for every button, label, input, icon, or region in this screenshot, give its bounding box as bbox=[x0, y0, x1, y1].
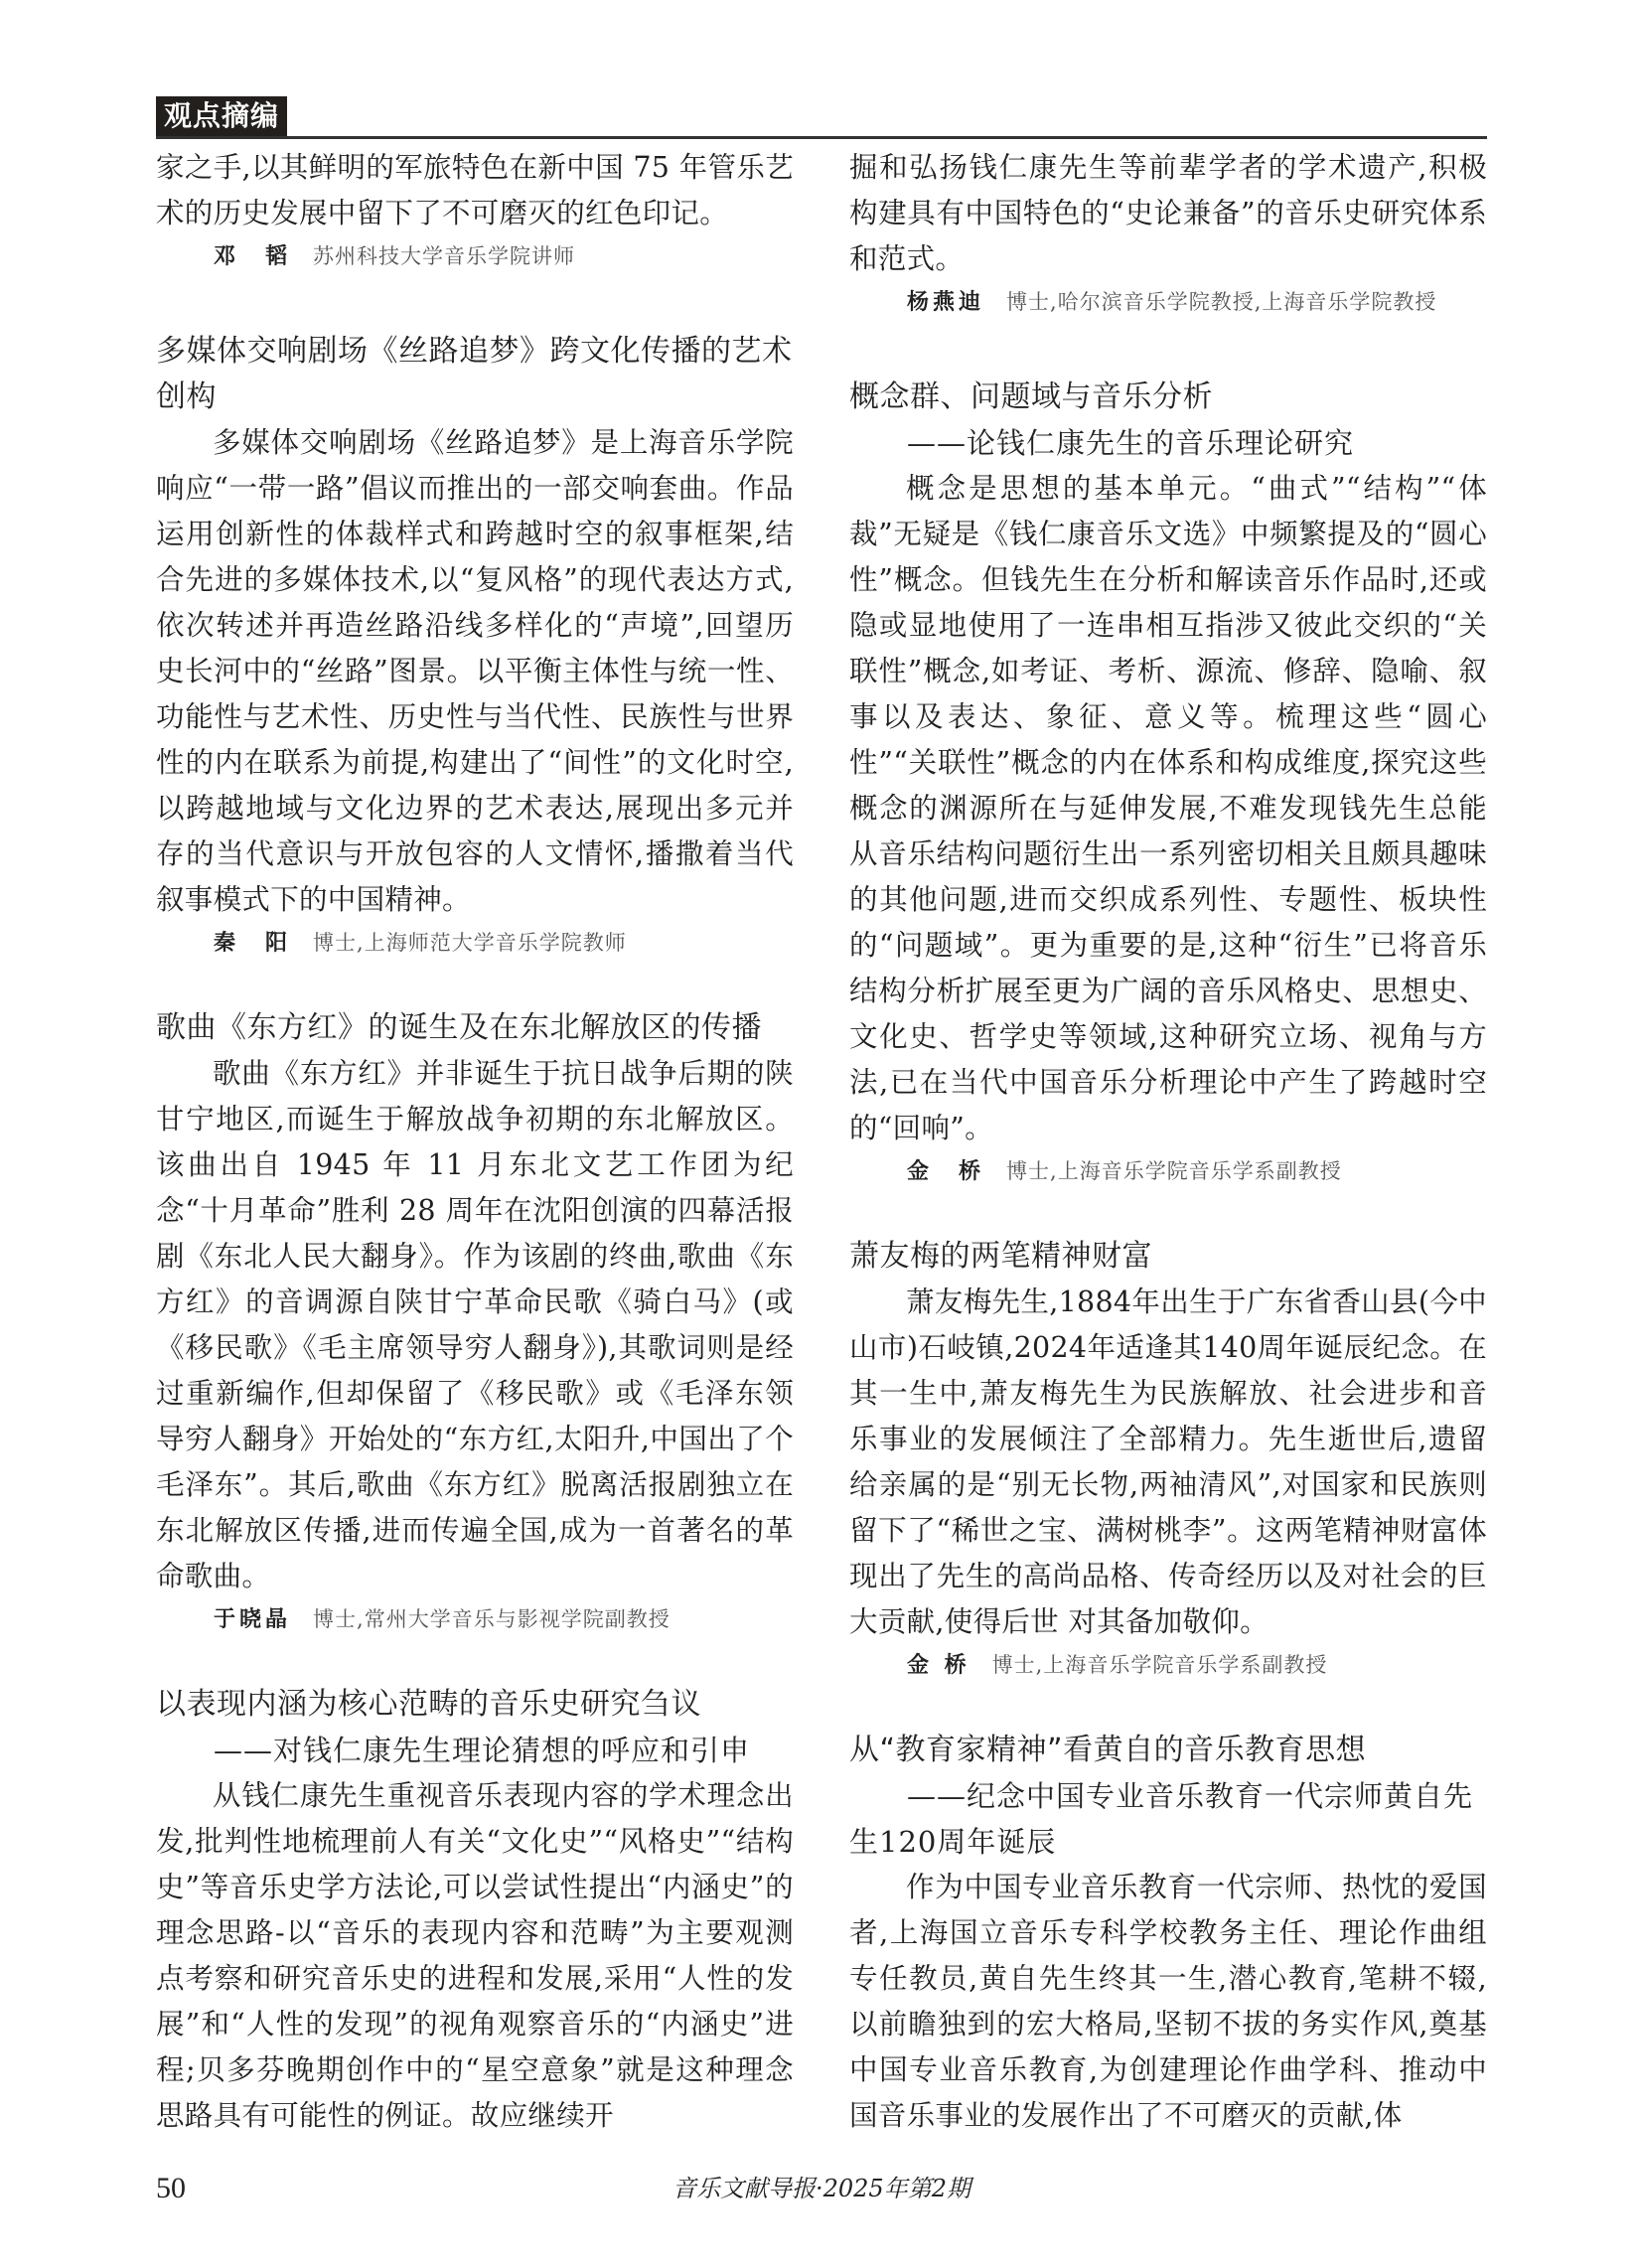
article-abstract: 多媒体交响剧场《丝路追梦》是上海音乐学院响应“一带一路”倡议而推出的一部交响套曲。作品运用创新性的体裁样式和跨越时空的叙事框架,结合先进的多媒体技术,以“复风格”的现代表达方式,依次转述并再造丝路沿线多样化的“声境”,回望历史长河中的“丝路”图景。以平衡主体性与统一性、功能性与艺术性、历史性与当代性、民族性与世界性的内在联系为前提,构建出了“间性”的文化时空,以跨越地域与文化边界的艺术表达,展现出多元并存的当代意识与开放包容的人文情怀,播撒着当代叙事模式下的中国精神。 bbox=[156, 426, 794, 916]
author-affiliation: 博士,上海音乐学院音乐学系副教授 bbox=[991, 1653, 1328, 1677]
author-affiliation: 博士,常州大学音乐与影视学院副教授 bbox=[313, 1607, 671, 1631]
page-number: 50 bbox=[156, 2172, 186, 2204]
author-affiliation: 博士,哈尔滨音乐学院教授,上海音乐学院教授 bbox=[1006, 290, 1437, 314]
article-title: 从“教育家精神”看黄自的音乐教育思想 bbox=[849, 1733, 1367, 1767]
article bbox=[849, 1234, 1487, 1686]
author-line bbox=[214, 236, 794, 277]
article-abstract: 萧友梅先生,1884年出生于广东省香山县(今中山市)石岐镇,2024年适逢其140周年诞辰纪念。在其一生中,萧友梅先生为民族解放、社会进步和音乐事业的发展倾注了全部精力。先生逝世后,遗留给亲属的是“别无长物,两袖清风”,对国家和民族则留下了“稀世之宝、满树桃李”。这两笔精神财富体现出了先生的高尚品格、传奇经历以及对社会的巨大贡献,使得后世 对其备加敬仰。 bbox=[849, 1285, 1487, 1638]
article-subtitle: ——论钱仁康先生的音乐理论研究 bbox=[907, 426, 1355, 460]
article-subtitle: ——纪念中国专业音乐教育一代宗师黄自先生120周年诞辰 bbox=[849, 1779, 1474, 1859]
section-tag: 观点摘编 bbox=[156, 96, 287, 136]
article-title: 萧友梅的两笔精神财富 bbox=[849, 1239, 1152, 1274]
author-affiliation: 博士,上海音乐学院音乐学系副教授 bbox=[1006, 1159, 1342, 1183]
article-title: 以表现内涵为核心范畴的音乐史研究刍议 bbox=[156, 1687, 701, 1722]
page-footer bbox=[156, 2169, 1487, 2208]
article-abstract: 概念是思想的基本单元。“曲式”“结构”“体裁”无疑是《钱仁康音乐文选》中频繁提及的“圆心性”概念。但钱先生在分析和解读音乐作品时,还或隐或显地使用了一连串相互指涉又彼此交织的“关联性”概念,如考证、考析、源流、修辞、隐喻、叙事以及表达、象征、意义等。梳理这些“圆心性”“关联性”概念的内在体系和构成维度,探究这些概念的渊源所在与延伸发展,不难发现钱先生总能从音乐结构问题衍生出一系列密切相关且颇具趣味的其他问题,进而交织成系列性、专题性、板块性的“问题域”。更为重要的是,这种“衍生”已将音乐结构分析扩展至更为广阔的音乐风格史、思想史、文化史、哲学史等领域,这种研究立场、视角与方法,已在当代中国音乐分析理论中产生了跨越时空的“回响”。 bbox=[849, 472, 1487, 1144]
journal-footer: 音乐文献导报·2025年第2期 bbox=[672, 2175, 971, 2202]
article-title: 多媒体交响剧场《丝路追梦》跨文化传播的艺术创构 bbox=[156, 334, 793, 414]
author-name: 邓 韬 bbox=[214, 244, 292, 269]
author-name: 杨燕迪 bbox=[907, 290, 985, 315]
author-name: 金 桥 bbox=[907, 1653, 971, 1678]
article-abstract: 作为中国专业音乐教育一代宗师、热忱的爱国者,上海国立音乐专科学校教务主任、理论作曲组专任教员,黄自先生终其一生,潜心教育,笔耕不辍,以前瞻独到的宏大格局,坚韧不拔的务实作风,奠基中国专业音乐教育,为创建理论作曲学科、推动中国音乐事业的发展作出了不可磨灭的贡献,体 bbox=[849, 1871, 1487, 2132]
article bbox=[849, 1728, 1487, 2139]
section-header bbox=[156, 96, 1487, 139]
author-line bbox=[214, 923, 794, 964]
article-abstract: 歌曲《东方红》并非诞生于抗日战争后期的陕甘宁地区,而诞生于解放战争初期的东北解放区。该曲出自 1945 年 11 月东北文艺工作团为纪念“十月革命”胜利 28 周年在沈阳创演的四幕活报剧《东北人民大翻身》。作为该剧的终曲,歌曲《东方红》的音调源自陕甘宁革命民歌《骑白马》(或《移民歌》《毛主席领导穷人翻身》),其歌词则是经过重新编作,但却保留了《移民歌》或《毛泽东领导穷人翻身》开始处的“东方红,太阳升,中国出了个毛泽东”。其后,歌曲《东方红》脱离活报剧独立在东北解放区传播,进而传遍全国,成为一首著名的革命歌曲。 bbox=[156, 1057, 794, 1592]
author-line bbox=[907, 282, 1487, 323]
author-name: 于晓晶 bbox=[214, 1607, 292, 1632]
article-subtitle: ——对钱仁康先生理论猜想的呼应和引申 bbox=[214, 1734, 751, 1767]
article-title: 概念群、问题域与音乐分析 bbox=[849, 379, 1213, 414]
article bbox=[849, 375, 1487, 1192]
article-abstract: 从钱仁康先生重视音乐表现内容的学术理念出发,批判性地梳理前人有关“文化史”“风格史”“结构史”等音乐史学方法论,可以尝试性提出“内涵史”的理念思路-以“音乐的表现内容和范畴”为主要观测点考察和研究音乐史的进程和发展,采用“人性的发展”和“人性的发现”的视角观察音乐的“内涵史”进程;贝多芬晚期创作中的“星空意象”就是这种理念思路具有可能性的例证。故应继续开 bbox=[156, 1779, 794, 2132]
left-column bbox=[156, 145, 794, 2139]
author-affiliation: 博士,上海师范大学音乐学院教师 bbox=[313, 931, 627, 955]
article bbox=[156, 1682, 794, 2139]
page bbox=[156, 0, 1487, 2268]
right-column bbox=[849, 145, 1487, 2139]
author-line bbox=[214, 1599, 794, 1640]
author-line bbox=[907, 1645, 1487, 1686]
article bbox=[156, 329, 794, 964]
article bbox=[156, 1005, 794, 1640]
continued-paragraph: 家之手,以其鲜明的军旅特色在新中国 75 年管乐艺术的历史发展中留下了不可磨灭的红色印记。 bbox=[156, 151, 794, 229]
author-line bbox=[907, 1151, 1487, 1192]
article-title: 歌曲《东方红》的诞生及在东北解放区的传播 bbox=[156, 1010, 762, 1045]
author-name: 秦 阳 bbox=[214, 931, 292, 956]
author-name: 金 桥 bbox=[907, 1159, 985, 1184]
continued-paragraph: 掘和弘扬钱仁康先生等前辈学者的学术遗产,积极构建具有中国特色的“史论兼备”的音乐史研究体系和范式。 bbox=[849, 151, 1487, 275]
author-affiliation: 苏州科技大学音乐学院讲师 bbox=[313, 244, 576, 268]
two-column-body bbox=[156, 145, 1487, 2139]
